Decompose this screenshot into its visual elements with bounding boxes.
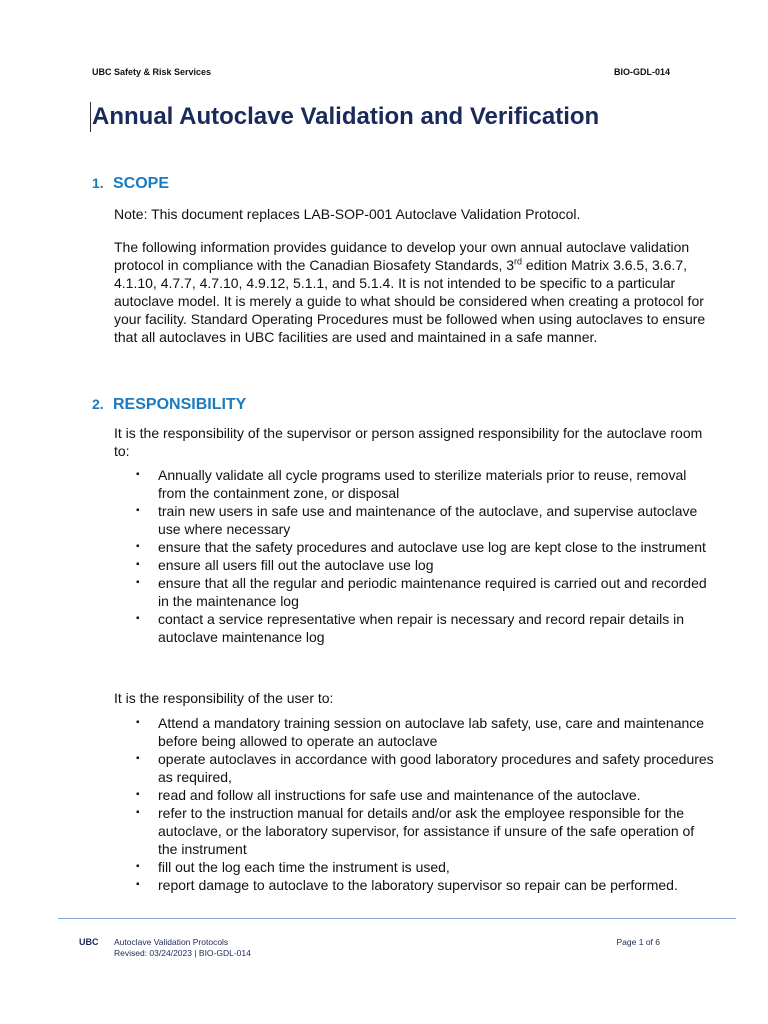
- list-item-text: ensure that the safety procedures and autoclave use log are kept close to the instrument: [158, 539, 706, 555]
- list-item: [114, 574, 714, 610]
- list-item-text: fill out the log each time the instrument is used,: [158, 859, 450, 875]
- bullet-icon: ▪: [136, 559, 140, 570]
- supervisor-intro: [114, 424, 714, 460]
- text-cursor: [90, 102, 91, 132]
- bullet-icon: ▪: [136, 753, 140, 764]
- list-item-text: refer to the instruction manual for details and/or ask the employee responsible for the autoclave, or the laboratory supervisor, for assistance if unsure of the safe operation of the instrument: [158, 805, 695, 857]
- list-item: [114, 466, 714, 502]
- header-doc-code: BIO-GDL-014: [613, 67, 670, 77]
- scope-note: [114, 205, 714, 223]
- scope-paragraph-text: [114, 238, 714, 346]
- bullet-icon: ▪: [136, 789, 140, 800]
- list-item: [114, 502, 714, 538]
- list-item: [114, 714, 714, 750]
- bullet-icon: ▪: [136, 541, 140, 552]
- list-item: [114, 610, 714, 646]
- list-item: [114, 786, 714, 804]
- section-scope-number: 1.: [92, 175, 104, 191]
- bullet-icon: ▪: [136, 807, 140, 818]
- user-intro-text: It is the responsibility of the user to:: [114, 690, 334, 706]
- list-item: [114, 538, 714, 556]
- supervisor-intro-text: It is the responsibility of the supervisor or person assigned responsibility for the autoclave room to:: [114, 425, 703, 459]
- scope-note-text: Note: This document replaces LAB-SOP-001 Autoclave Validation Protocol.: [114, 206, 581, 222]
- bullet-icon: ▪: [136, 505, 140, 516]
- list-item: [114, 858, 714, 876]
- bullet-icon: ▪: [136, 469, 140, 480]
- bullet-icon: ▪: [136, 861, 140, 872]
- list-item-text: operate autoclaves in accordance with good laboratory procedures and safety procedures as required,: [158, 751, 714, 785]
- list-item-text: train new users in safe use and maintenance of the autoclave, and supervise autoclave use where necessary: [158, 503, 698, 537]
- bullet-icon: ▪: [136, 879, 140, 890]
- section-scope-title: SCOPE: [113, 175, 170, 192]
- section-responsibility-number: 2.: [92, 396, 104, 412]
- footer-revised: Revised: 03/24/2023 | BIO-GDL-014: [114, 948, 251, 958]
- list-item-text: report damage to autoclave to the laboratory supervisor so repair can be performed.: [158, 877, 678, 893]
- scope-paragraph-superscript: rd: [514, 256, 523, 267]
- list-item-text: ensure that all the regular and periodic maintenance required is carried out and recorded in the maintenance log: [158, 575, 707, 609]
- footer-doc-title: Autoclave Validation Protocols: [114, 937, 229, 947]
- header-organization: UBC Safety & Risk Services: [92, 67, 212, 77]
- section-responsibility-title: RESPONSIBILITY: [113, 396, 247, 413]
- list-item-text: read and follow all instructions for safe use and maintenance of the autoclave.: [158, 787, 641, 803]
- page-title: Annual Autoclave Validation and Verification: [92, 103, 600, 130]
- scope-paragraph-part2: edition Matrix 3.6.5, 3.6.7, 4.1.10, 4.7.7, 4.7.10, 4.9.12, 5.1.1, and 5.1.4. It is not intended to be specific to a particular autoclave model. It is merely a guide to what should be considered when creating a protocol for your facility. Standard Operating Procedures must be followed when using autoclaves to ensure that all autoclaves in UBC facilities are used and maintained in a safe manner.: [114, 257, 706, 345]
- bullet-icon: ▪: [136, 577, 140, 588]
- list-item-text: ensure all users fill out the autoclave use log: [158, 557, 434, 573]
- section-scope-heading: [92, 175, 169, 193]
- list-item-text: contact a service representative when repair is necessary and record repair details in autoclave maintenance log: [158, 611, 685, 645]
- list-item-text: Annually validate all cycle programs used to sterilize materials prior to reuse, removal from the containment zone, or disposal: [158, 467, 687, 501]
- bullet-icon: ▪: [136, 717, 140, 728]
- user-intro: [114, 689, 714, 707]
- bullet-icon: ▪: [136, 613, 140, 624]
- list-item: [114, 556, 714, 574]
- list-item: [114, 876, 714, 894]
- scope-paragraph: [114, 238, 714, 346]
- list-item-text: Attend a mandatory training session on autoclave lab safety, use, care and maintenance before being allowed to operate an autoclave: [158, 715, 705, 749]
- footer-logo: UBC: [79, 937, 99, 947]
- footer-page-number: Page 1 of 6: [616, 937, 660, 947]
- list-item: [114, 804, 714, 858]
- footer-divider: [58, 918, 736, 919]
- supervisor-responsibility-list: [114, 466, 714, 646]
- list-item: [114, 750, 714, 786]
- user-responsibility-list: [114, 714, 714, 894]
- scope-paragraph-part1: The following information provides guidance to develop your own annual autoclave validation protocol in compliance with the Canadian Biosafety Standards, 3: [114, 239, 690, 273]
- section-responsibility-heading: [92, 396, 246, 414]
